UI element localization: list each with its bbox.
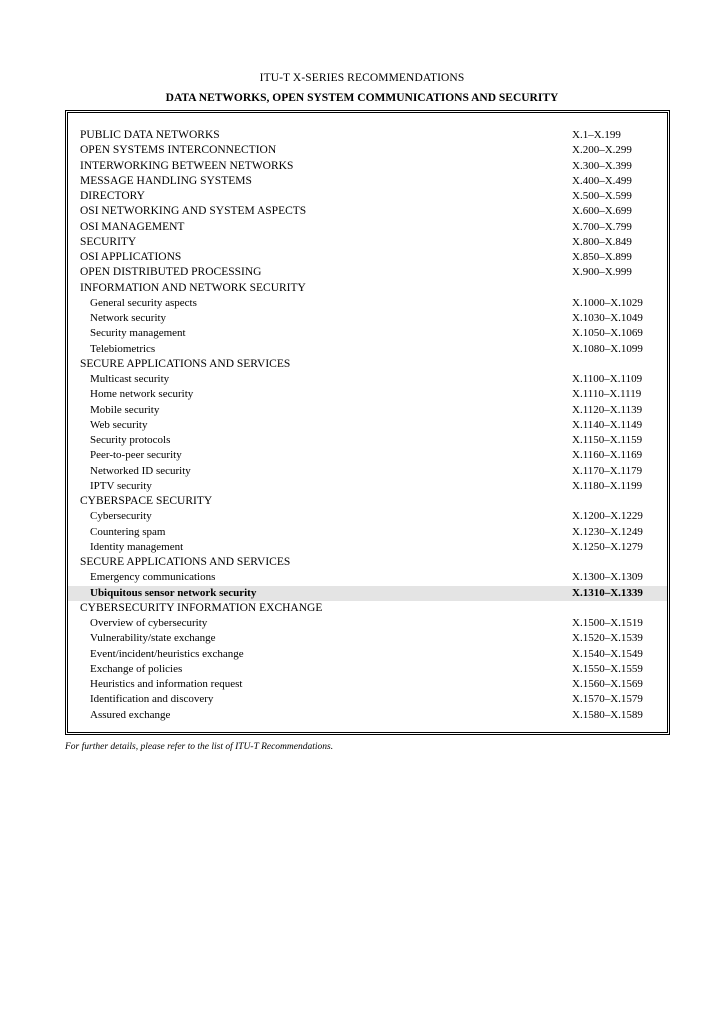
row-code-range: X.1100–X.1109 xyxy=(572,373,643,385)
section-heading-row xyxy=(68,143,667,158)
row-code-range: X.1580–X.1589 xyxy=(572,708,643,721)
row-code-range: X.1230–X.1249 xyxy=(572,525,643,538)
sub-item-row xyxy=(68,311,667,326)
row-code-range: X.1170–X.1179 xyxy=(572,464,643,477)
row-label: OSI NETWORKING AND SYSTEM ASPECTS xyxy=(80,205,307,218)
row-code-range: X.1160–X.1169 xyxy=(572,449,643,462)
footnote: For further details, please refer to the list of ITU-T Recommendations. xyxy=(65,742,334,752)
sub-item-row xyxy=(68,586,667,601)
sub-item-row xyxy=(68,647,667,662)
row-label: PUBLIC DATA NETWORKS xyxy=(80,129,220,141)
row-code-range: X.900–X.999 xyxy=(572,266,632,279)
row-label: Home network security xyxy=(90,388,194,401)
sub-item-row xyxy=(68,708,667,723)
section-heading-row xyxy=(68,601,667,616)
section-heading-row xyxy=(68,174,667,189)
row-label: Web security xyxy=(90,418,148,431)
section-heading-row xyxy=(68,494,667,509)
sub-item-row xyxy=(68,677,667,692)
row-label: Exchange of policies xyxy=(90,662,183,675)
sub-item-row xyxy=(68,403,667,418)
row-label: Heuristics and information request xyxy=(90,678,243,690)
row-code-range: X.1120–X.1139 xyxy=(572,403,643,416)
series-subtitle: DATA NETWORKS, OPEN SYSTEM COMMUNICATIONS AND SECURITY xyxy=(165,92,559,104)
section-heading-row xyxy=(68,281,667,296)
row-code-range: X.1520–X.1539 xyxy=(572,632,643,645)
row-code-range: X.1080–X.1099 xyxy=(572,342,643,355)
section-heading-row xyxy=(68,128,667,143)
sub-item-row xyxy=(68,540,667,555)
section-heading-row xyxy=(68,189,667,204)
row-label: OPEN SYSTEMS INTERCONNECTION xyxy=(80,144,277,157)
row-code-range: X.1030–X.1049 xyxy=(572,312,643,324)
row-code-range: X.1310–X.1339 xyxy=(572,586,643,599)
series-title: ITU-T X-SERIES RECOMMENDATIONS xyxy=(259,72,465,84)
section-heading-row xyxy=(68,220,667,235)
row-label: Vulnerability/state exchange xyxy=(90,632,216,645)
row-code-range: X.1–X.199 xyxy=(572,129,621,141)
row-code-range: X.400–X.499 xyxy=(572,174,632,187)
section-heading-row xyxy=(68,159,667,174)
row-code-range: X.500–X.599 xyxy=(572,190,632,202)
row-label: Mobile security xyxy=(90,403,160,416)
sub-item-row xyxy=(68,464,667,479)
sub-item-row xyxy=(68,692,667,707)
section-heading-row xyxy=(68,357,667,372)
sub-item-row xyxy=(68,448,667,463)
row-code-range: X.1570–X.1579 xyxy=(572,693,643,706)
row-code-range: X.1140–X.1149 xyxy=(572,418,643,431)
sub-item-row xyxy=(68,479,667,494)
row-code-range: X.1250–X.1279 xyxy=(572,540,643,553)
row-label: OSI MANAGEMENT xyxy=(80,220,185,233)
row-code-range: X.1000–X.1029 xyxy=(572,296,643,309)
row-label: Peer-to-peer security xyxy=(90,449,182,462)
row-code-range: X.300–X.399 xyxy=(572,159,632,172)
row-code-range: X.1540–X.1549 xyxy=(572,647,643,660)
sub-item-row xyxy=(68,570,667,585)
row-label: CYBERSPACE SECURITY xyxy=(80,495,213,507)
row-code-range: X.700–X.799 xyxy=(572,220,632,233)
row-label: Security protocols xyxy=(90,434,171,446)
row-code-range: X.1200–X.1229 xyxy=(572,510,643,523)
sub-item-row xyxy=(68,433,667,448)
row-label: Networked ID security xyxy=(90,464,191,477)
row-code-range: X.600–X.699 xyxy=(572,205,632,218)
sub-item-row xyxy=(68,616,667,631)
row-code-range: X.1560–X.1569 xyxy=(572,678,643,690)
row-label: Ubiquitous sensor network security xyxy=(90,586,257,599)
row-code-range: X.1500–X.1519 xyxy=(572,617,643,629)
row-label: General security aspects xyxy=(90,296,197,309)
sub-item-row xyxy=(68,662,667,677)
row-label: Network security xyxy=(90,312,167,324)
row-code-range: X.1180–X.1199 xyxy=(572,479,643,492)
row-label: SECURE APPLICATIONS AND SERVICES xyxy=(80,556,291,568)
section-heading-row xyxy=(68,555,667,570)
row-label: Cybersecurity xyxy=(90,510,152,523)
row-label: SECURE APPLICATIONS AND SERVICES xyxy=(80,357,291,370)
sub-item-row xyxy=(68,387,667,402)
row-code-range: X.800–X.849 xyxy=(572,235,632,248)
sub-item-row xyxy=(68,418,667,433)
row-code-range: X.1150–X.1159 xyxy=(572,434,643,446)
row-label: Security management xyxy=(90,327,186,340)
row-label: IPTV security xyxy=(90,479,152,492)
sub-item-row xyxy=(68,509,667,524)
row-label: Multicast security xyxy=(90,373,170,385)
row-label: Overview of cybersecurity xyxy=(90,617,208,629)
sub-item-row xyxy=(68,296,667,311)
row-code-range: X.1050–X.1069 xyxy=(572,327,643,340)
row-label: OPEN DISTRIBUTED PROCESSING xyxy=(80,266,262,279)
row-code-range: X.1110–X.1119 xyxy=(572,388,642,401)
row-label: DIRECTORY xyxy=(80,190,145,202)
row-label: Assured exchange xyxy=(90,708,171,721)
recommendations-list xyxy=(68,128,667,723)
recommendations-table xyxy=(65,110,670,735)
row-label: CYBERSECURITY INFORMATION EXCHANGE xyxy=(80,601,323,614)
sub-item-row xyxy=(68,342,667,357)
section-heading-row xyxy=(68,250,667,265)
sub-item-row xyxy=(68,525,667,540)
row-label: Identity management xyxy=(90,540,184,553)
row-label: SECURITY xyxy=(80,235,137,248)
row-label: INTERWORKING BETWEEN NETWORKS xyxy=(80,159,294,172)
sub-item-row xyxy=(68,631,667,646)
row-label: Event/incident/heuristics exchange xyxy=(90,647,244,660)
row-code-range: X.1300–X.1309 xyxy=(572,571,643,584)
row-label: Emergency communications xyxy=(90,571,216,584)
section-heading-row xyxy=(68,204,667,219)
row-code-range: X.850–X.899 xyxy=(572,251,632,263)
row-label: Countering spam xyxy=(90,525,166,538)
row-label: INFORMATION AND NETWORK SECURITY xyxy=(80,281,306,294)
row-label: OSI APPLICATIONS xyxy=(80,251,182,263)
row-label: MESSAGE HANDLING SYSTEMS xyxy=(80,174,252,187)
row-label: Identification and discovery xyxy=(90,693,214,706)
section-heading-row xyxy=(68,265,667,280)
sub-item-row xyxy=(68,326,667,341)
row-code-range: X.1550–X.1559 xyxy=(572,662,643,675)
row-code-range: X.200–X.299 xyxy=(572,144,632,157)
sub-item-row xyxy=(68,372,667,387)
row-label: Telebiometrics xyxy=(90,342,156,355)
section-heading-row xyxy=(68,235,667,250)
